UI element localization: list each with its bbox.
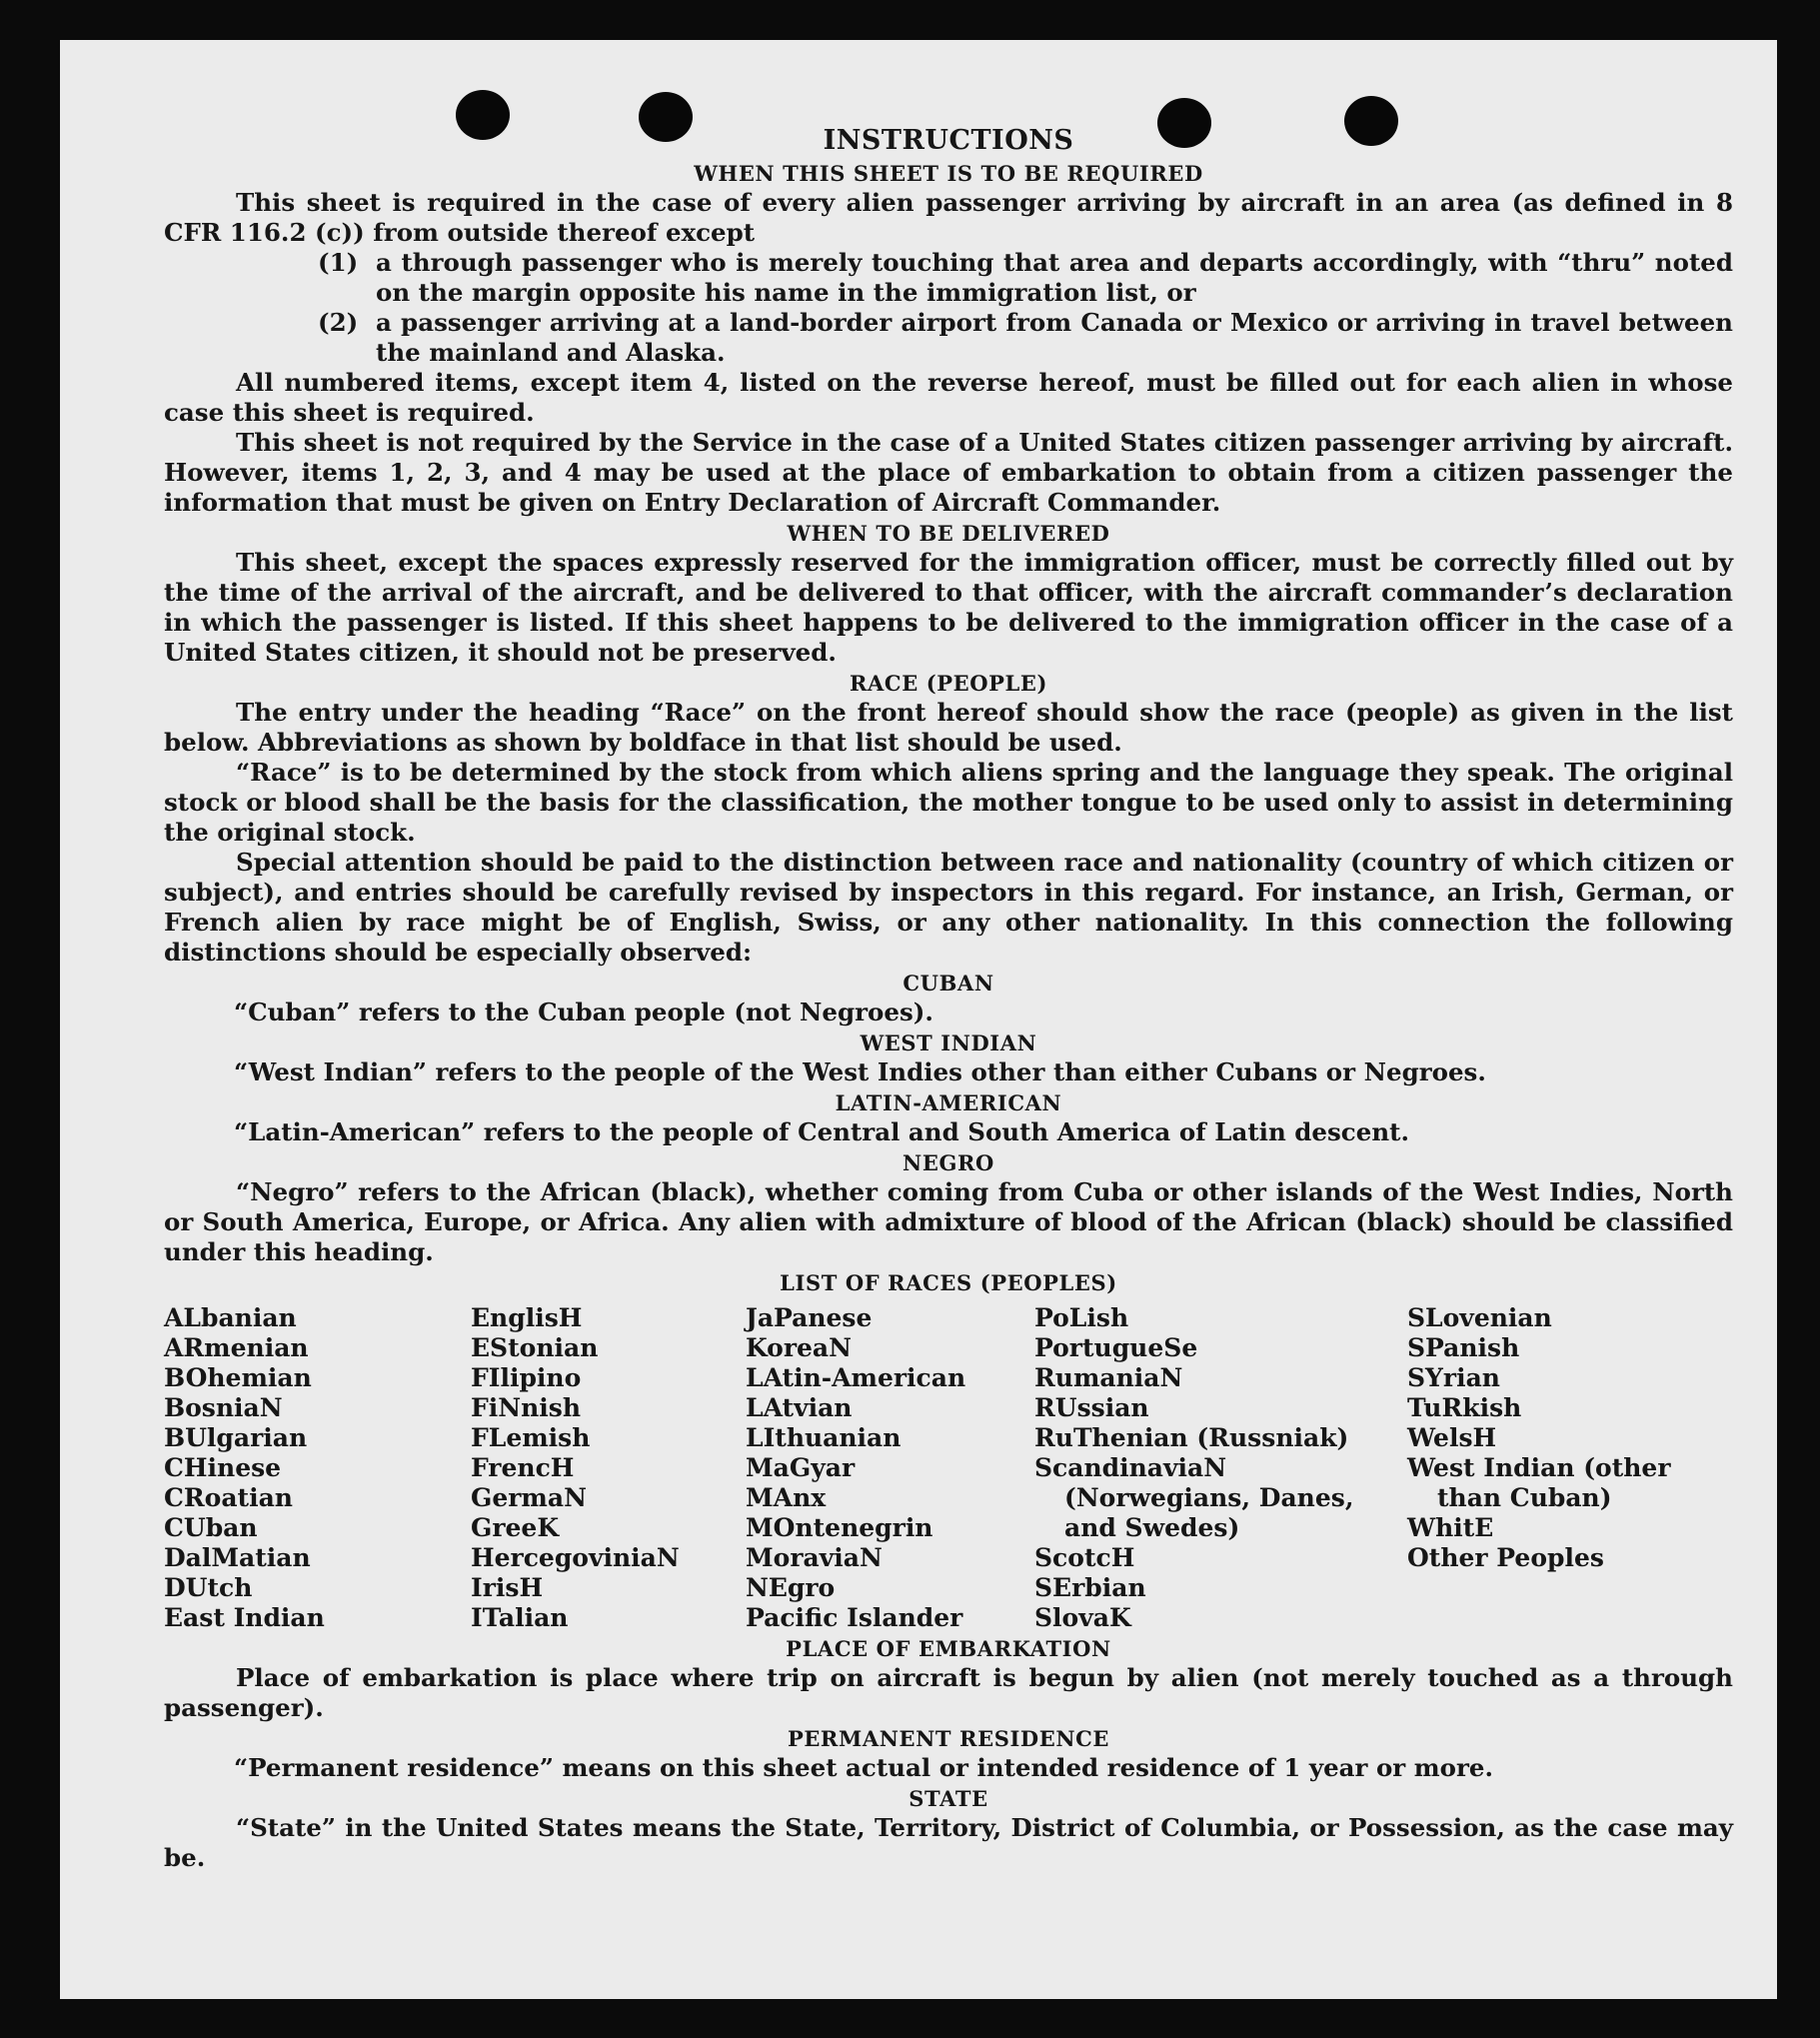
race-list-item: LIthuanian — [746, 1423, 902, 1452]
race-list-item: SLovenian — [1407, 1303, 1552, 1332]
item-text: a passenger arriving at a land-border airport from Canada or Mexico or arriving in travel between the mainland and Alaska. — [376, 308, 1733, 367]
item-number: (1) — [318, 248, 359, 277]
page-title: INSTRUCTIONS — [823, 125, 1074, 156]
paragraph: “Cuban” refers to the Cuban people (not Negroes). — [234, 998, 933, 1026]
race-list-item: RumaniaN — [1034, 1363, 1183, 1392]
numbered-item-1 — [164, 248, 1733, 308]
race-column-4 — [1034, 1303, 1407, 1633]
paragraph: “State” in the United States means the State, Territory, District of Columbia, or Possession, as the case may be. — [164, 1813, 1733, 1872]
race-list-item: ITalian — [471, 1603, 569, 1632]
paragraph: “Negro” refers to the African (black), whether coming from Cuba or other islands of the West Indies, North or South America, Europe, or Africa. Any alien with admixture of blood of the African (black) should be classified under this heading. — [164, 1177, 1733, 1266]
section-heading-race: RACE (PEOPLE) — [849, 671, 1048, 696]
paragraph: This sheet is not required by the Service in the case of a United States citizen passenger arriving by aircraft. However, items 1, 2, 3, and 4 may be used at the place of embarkation to obtain from a citizen passenger the information that must be given on Entry Declaration of Aircraft Commander. — [164, 428, 1733, 517]
race-list-item: WelsH — [1407, 1423, 1497, 1452]
paragraph: “Permanent residence” means on this sheet actual or intended residence of 1 year or more. — [234, 1753, 1494, 1782]
race-column-5 — [1407, 1303, 1733, 1633]
race-list-item: HercegoviniaN — [471, 1543, 680, 1572]
race-list-item: DUtch — [164, 1573, 253, 1602]
section-heading-delivered: WHEN TO BE DELIVERED — [787, 521, 1110, 546]
item-text: a through passenger who is merely touching that area and departs accordingly, with “thru” noted on the margin opposite his name in the immigration list, or — [376, 248, 1733, 307]
race-list-item: FIlipino — [471, 1363, 582, 1392]
race-list-item: DalMatian — [164, 1543, 311, 1572]
section-heading-residence: PERMANENT RESIDENCE — [787, 1726, 1110, 1751]
section-heading-list-of-races: LIST OF RACES (PEOPLES) — [780, 1270, 1117, 1295]
race-list-item: RUssian — [1034, 1393, 1149, 1422]
race-list-item: EnglisH — [471, 1303, 583, 1332]
race-list-item: WhitE — [1407, 1513, 1494, 1542]
race-list-item: CHinese — [164, 1453, 282, 1482]
paragraph: This sheet is required in the case of every alien passenger arriving by aircraft in an area (as defined in 8 CFR 116.2 (c)) from outside thereof except — [164, 188, 1733, 247]
race-list-item: LAtin-American — [746, 1363, 966, 1392]
paragraph: This sheet, except the spaces expressly reserved for the immigration officer, must be correctly filled out by the time of the arrival of the aircraft, and be delivered to that officer, with the aircraft commander’s declaration in which the passenger is listed. If this sheet happens to be delivered to the immigration officer in the case of a United States citizen, it should not be preserved. — [164, 548, 1733, 667]
section-heading-cuban: CUBAN — [903, 971, 994, 996]
race-list-item: FiNnish — [471, 1393, 582, 1422]
numbered-item-2 — [164, 308, 1733, 368]
paragraph: “West Indian” refers to the people of the West Indies other than either Cubans or Negroes. — [234, 1057, 1486, 1086]
race-list-item: CUban — [164, 1513, 258, 1542]
instructions-body — [164, 124, 1733, 1873]
race-column-3 — [746, 1303, 1034, 1633]
paragraph: “Latin-American” refers to the people of Central and South America of Latin descent. — [234, 1117, 1409, 1146]
race-list-item: EStonian — [471, 1333, 599, 1362]
race-list-item: MAnx — [746, 1483, 827, 1512]
paragraph: Special attention should be paid to the distinction between race and nationality (country of which citizen or subject), and entries should be carefully revised by inspectors in this regard. For instance, an Irish, German, or French alien by race might be of English, Swiss, or any other nationality. In this connection the following distinctions should be especially observed: — [164, 848, 1733, 967]
race-list-item: GreeK — [471, 1513, 560, 1542]
race-list-item: JaPanese — [746, 1303, 873, 1332]
item-number: (2) — [318, 308, 359, 337]
race-list-item: MoraviaN — [746, 1543, 883, 1572]
race-list-item: SErbian — [1034, 1573, 1146, 1602]
race-list-item: ScotcH — [1034, 1543, 1135, 1572]
race-list-item: PortugueSe — [1034, 1333, 1198, 1362]
race-list-item: SPanish — [1407, 1333, 1520, 1362]
race-list-item: FrencH — [471, 1453, 575, 1482]
section-heading-latin-american: LATIN-AMERICAN — [835, 1090, 1062, 1115]
race-list-item: SYrian — [1407, 1363, 1500, 1392]
section-heading-required: WHEN THIS SHEET IS TO BE REQUIRED — [694, 161, 1203, 186]
race-list-item: KoreaN — [746, 1333, 852, 1362]
race-list-item: FLemish — [471, 1423, 591, 1452]
race-list-item: BUlgarian — [164, 1423, 308, 1452]
race-list-item: East Indian — [164, 1603, 325, 1632]
race-list-item: ALbanian — [164, 1303, 297, 1332]
race-list-item: CRoatian — [164, 1483, 293, 1512]
race-list-item: ARmenian — [164, 1333, 309, 1362]
race-list-item: LAtvian — [746, 1393, 853, 1422]
race-list-item: NEgro — [746, 1573, 836, 1602]
paragraph: The entry under the heading “Race” on the front hereof should show the race (people) as given in the list below. Abbreviations as shown by boldface in that list should be used. — [164, 698, 1733, 757]
race-column-1 — [164, 1303, 471, 1633]
race-list-item: BOhemian — [164, 1363, 312, 1392]
paragraph: Place of embarkation is place where trip on aircraft is begun by alien (not merely touched as a through passenger). — [164, 1663, 1733, 1722]
paragraph: All numbered items, except item 4, listed on the reverse hereof, must be filled out for each alien in whose case this sheet is required. — [164, 368, 1733, 427]
race-list-item: BosniaN — [164, 1393, 283, 1422]
section-heading-west-indian: WEST INDIAN — [860, 1030, 1037, 1055]
section-heading-embarkation: PLACE OF EMBARKATION — [786, 1636, 1111, 1661]
race-list-item: ScandinaviaN (Norwegians, Danes, and Swedes) — [1034, 1453, 1354, 1542]
race-column-2 — [471, 1303, 746, 1633]
paragraph: “Race” is to be determined by the stock from which aliens spring and the language they speak. The original stock or blood shall be the basis for the classification, the mother tongue to be used only to assist in determining the original stock. — [164, 758, 1733, 847]
race-list-item: SlovaK — [1034, 1603, 1131, 1632]
race-list-item: Pacific Islander — [746, 1603, 963, 1632]
race-list-item: MOntenegrin — [746, 1513, 933, 1542]
race-list-item: RuThenian (Russniak) — [1034, 1423, 1349, 1452]
race-list-item: TuRkish — [1407, 1393, 1522, 1422]
race-list-item: GermaN — [471, 1483, 587, 1512]
race-list-item: Other Peoples — [1407, 1543, 1604, 1572]
race-list-item: West Indian (other than Cuban) — [1407, 1453, 1671, 1512]
section-heading-negro: NEGRO — [903, 1150, 994, 1175]
document-sheet — [60, 40, 1777, 1999]
race-list — [164, 1303, 1733, 1633]
race-list-item: MaGyar — [746, 1453, 856, 1482]
race-list-item: IrisH — [471, 1573, 544, 1602]
section-heading-state: STATE — [909, 1786, 988, 1811]
race-list-item: PoLish — [1034, 1303, 1129, 1332]
